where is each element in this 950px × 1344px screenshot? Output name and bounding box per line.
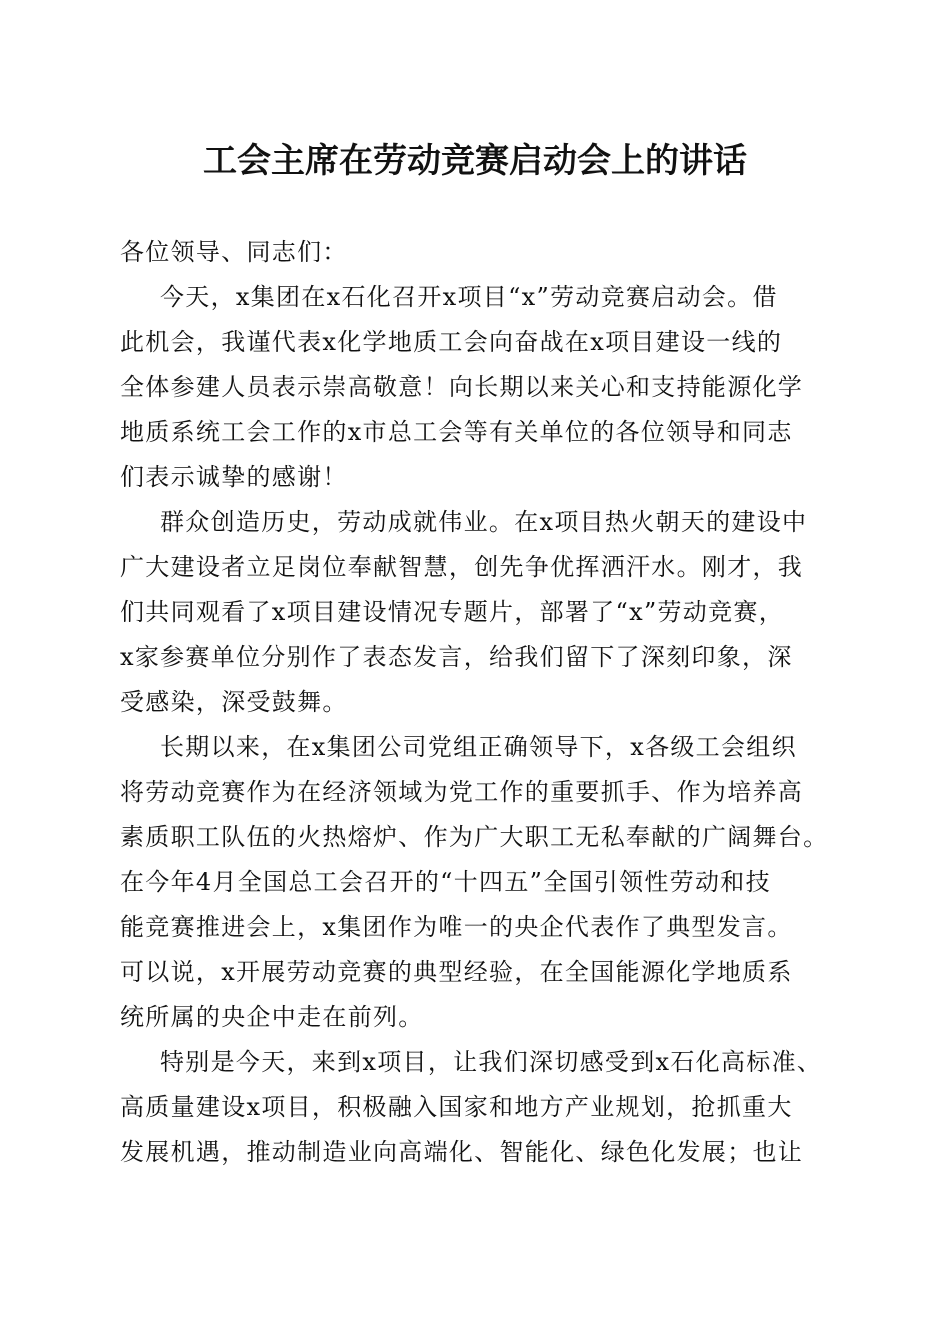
paragraph-1-line-4: 地质系统工会工作的x市总工会等有关单位的各位领导和同志 bbox=[120, 418, 793, 446]
paragraph-3-line-2: 将劳动竞赛作为在经济领域为党工作的重要抓手、作为培养高 bbox=[120, 778, 804, 806]
paragraph-1-line-2: 此机会，我谨代表x化学地质工会向奋战在x项目建设一线的 bbox=[120, 328, 783, 356]
paragraph-3-line-5: 能竞赛推进会上，x集团作为唯一的央企代表作了典型发言。 bbox=[120, 913, 793, 941]
paragraph-1-line-5: 们表示诚挚的感谢！ bbox=[120, 463, 348, 491]
paragraph-2-line-3: 们共同观看了x项目建设情况专题片，部署了“x”劳动竞赛， bbox=[120, 598, 785, 626]
paragraph-3-line-1: 长期以来，在x集团公司党组正确领导下，x各级工会组织 bbox=[160, 733, 797, 761]
paragraph-2-line-2: 广大建设者立足岗位奉献智慧，创先争优挥洒汗水。刚才，我 bbox=[120, 553, 804, 581]
speech-body bbox=[120, 230, 840, 1175]
paragraph-1-line-1: 今天，x集团在x石化召开x项目“x”劳动竞赛启动会。借 bbox=[160, 283, 778, 311]
paragraph-2-line-5: 受感染，深受鼓舞。 bbox=[120, 688, 348, 716]
paragraph-1-line-3: 全体参建人员表示崇高敬意！向长期以来关心和支持能源化学 bbox=[120, 373, 804, 401]
paragraph-3-line-6: 可以说，x开展劳动竞赛的典型经验，在全国能源化学地质系 bbox=[120, 958, 793, 986]
paragraph-4-line-3: 发展机遇，推动制造业向高端化、智能化、绿色化发展；也让 bbox=[120, 1138, 804, 1166]
paragraph-3-line-4: 在今年4月全国总工会召开的“十四五”全国引领性劳动和技 bbox=[120, 868, 771, 896]
paragraph-3-line-7: 统所属的央企中走在前列。 bbox=[120, 1003, 424, 1031]
paragraph-2-line-1: 群众创造历史，劳动成就伟业。在x项目热火朝天的建设中 bbox=[160, 508, 808, 536]
paragraph-4-line-1: 特别是今天，来到x项目，让我们深切感受到x石化高标准、 bbox=[160, 1048, 823, 1076]
salutation-line: 各位领导、同志们： bbox=[120, 238, 348, 266]
document-title: 工会主席在劳动竞赛启动会上的讲话 bbox=[203, 141, 747, 181]
paragraph-4-line-2: 高质量建设x项目，积极融入国家和地方产业规划，抢抓重大 bbox=[120, 1093, 793, 1121]
paragraph-2-line-4: x家参赛单位分别作了表态发言，给我们留下了深刻印象，深 bbox=[120, 643, 793, 671]
paragraph-3-line-3: 素质职工队伍的火热熔炉、作为广大职工无私奉献的广阔舞台。 bbox=[120, 823, 829, 851]
